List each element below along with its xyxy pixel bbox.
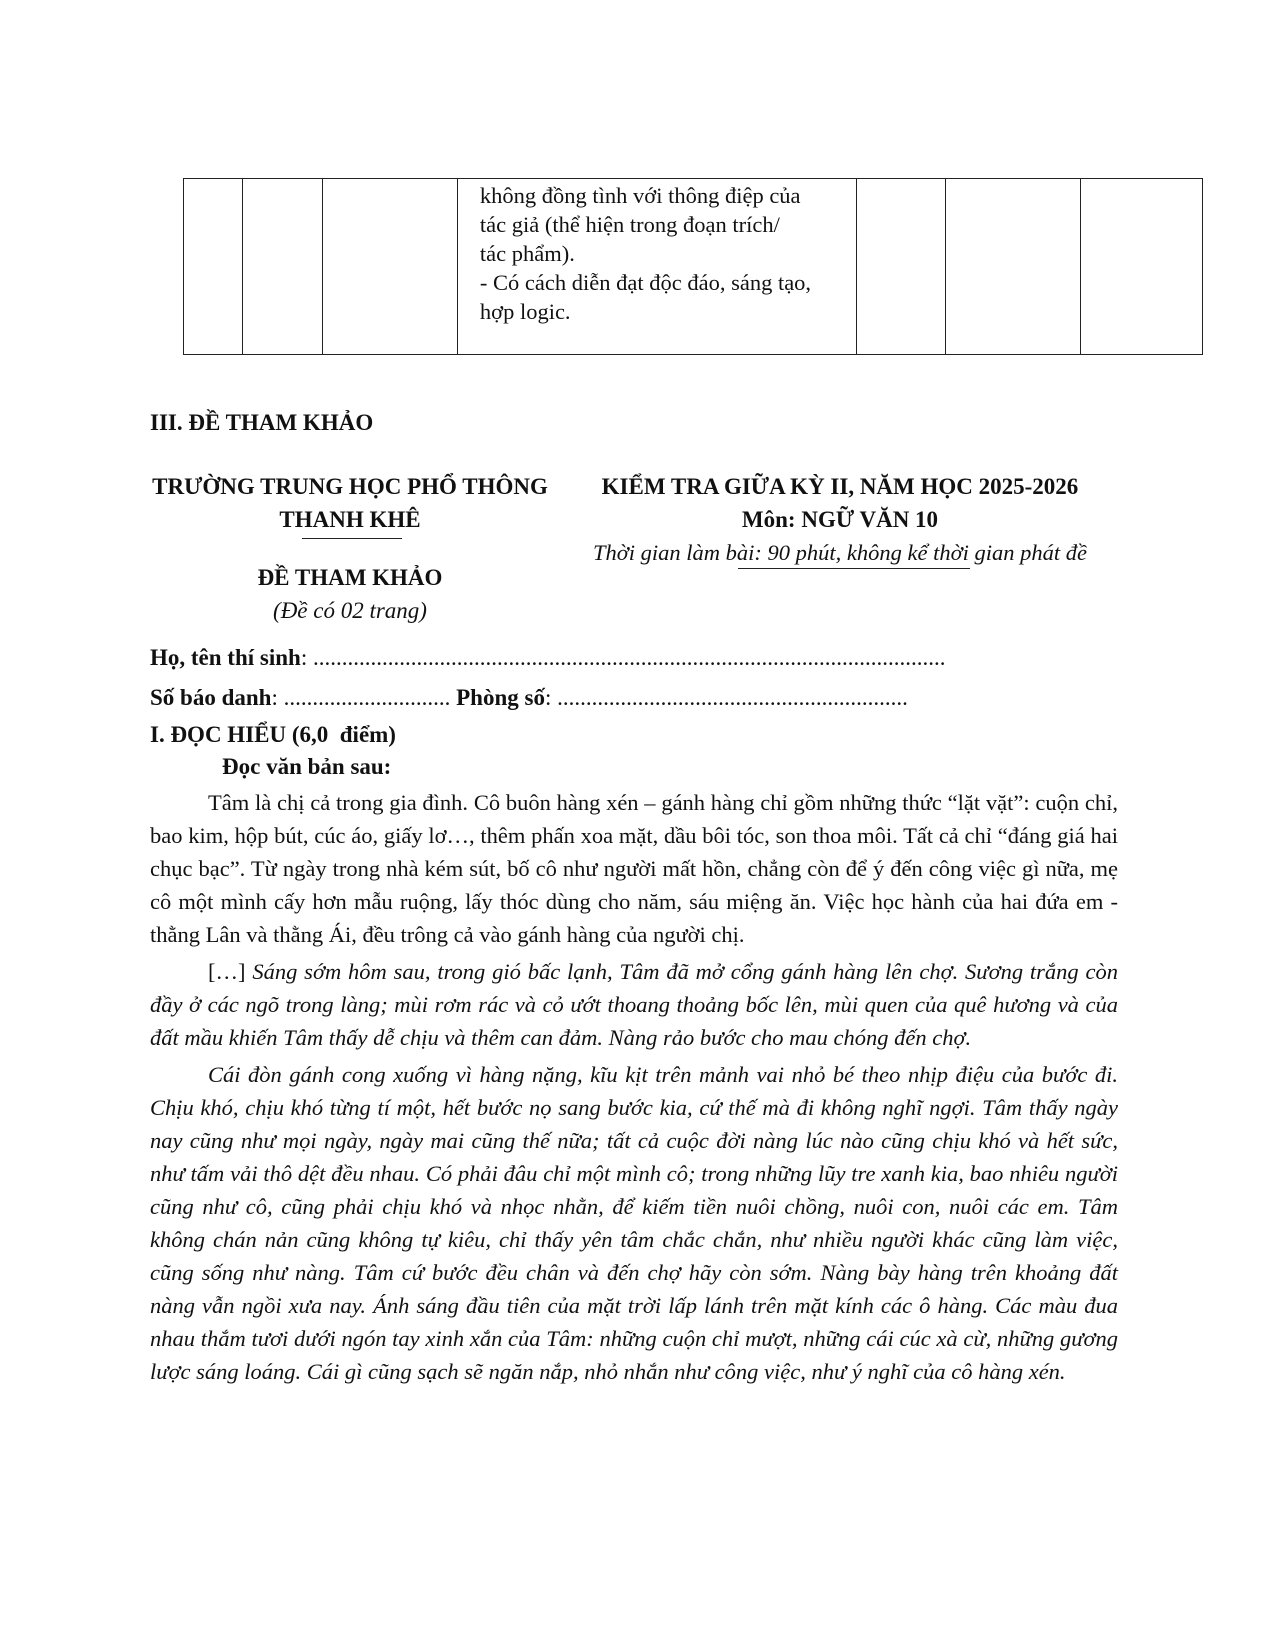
ellipsis-mark: […]: [208, 959, 246, 984]
criteria-line: tác giả (thể hiện trong đoạn trích/: [479, 212, 780, 237]
table-cell: [857, 179, 946, 355]
exam-info-block: [560, 470, 1120, 569]
room-label: Phòng số: [456, 685, 545, 710]
candidate-name-line: [150, 645, 945, 671]
time-note: Thời gian làm bài: 90 phút, không kể thời gian phát đề: [593, 540, 1087, 565]
passage-paragraph-2: [150, 955, 1118, 1054]
reading-section-heading: I. ĐỌC HIỂU (6,0 điểm): [150, 722, 396, 747]
table-cell-criteria: [457, 179, 856, 355]
passage-paragraph-3: Cái đòn gánh cong xuống vì hàng nặng, kĩu kịt trên mảnh vai nhỏ bé theo nhịp điệu của bước đi. Chịu khó, chịu khó từng tí một, hết bước nọ sang bước kia, cứ thế mà đi không nghĩ ngợi. Tâm thấy ngày nay cũng như mọi ngày, ngày mai cũng thế nữa; tất cả cuộc đời nàng lúc nào cũng chịu khó và hết sức, như tấm vải thô dệt đều nhau. Có phải đâu chỉ một mình cô; trong những lũy tre xanh kia, bao nhiêu người cũng như cô, cũng phải chịu khó và nhọc nhằn, để kiếm tiền nuôi chồng, nuôi con, nuôi các em. Tâm không chán nản cũng không tự kiêu, chỉ thấy yên tâm chắc chắn, như nhiều người khác cũng làm việc, cũng sống như nàng. Tâm cứ bước đều chân và đến chợ hãy còn sớm. Nàng bày hàng trên khoảng đất nàng vẫn ngồi xưa nay. Ánh sáng đầu tiên của mặt trời lấp lánh trên mặt kính các ô hàng. Các màu đua nhau thắm tươi dưới ngón tay xinh xắn của Tâm: những cuộn chỉ mượt, những cái cúc xà cừ, những gương lược sáng loáng. Cái gì cũng sạch sẽ ngăn nắp, nhỏ nhắn như công việc, như ý nghĩ của cô hàng xén.: [150, 1062, 1118, 1384]
page-count-note: (Đề có 02 trang): [273, 598, 427, 623]
school-block: [130, 470, 570, 536]
passage-paragraph-2-text: Sáng sớm hôm sau, trong gió bấc lạnh, Tâm đã mở cổng gánh hàng lên chợ. Sương trắng còn đầy ở các ngõ trong làng; mùi rơm rác và cỏ ướt thoang thoảng bốc lên, mùi quen của quê hương và của đất mầu khiến Tâm thấy dễ chịu và thêm can đảm. Nàng rảo bước cho mau chóng đến chợ.: [150, 959, 1118, 1050]
criteria-line: không đồng tình với thông điệp của: [479, 183, 801, 208]
candidate-name-dots: : ..............................................................................................................: [300, 645, 946, 670]
reading-instruction: Đọc văn bản sau:: [222, 754, 392, 779]
doc-type-label: ĐỀ THAM KHẢO: [257, 565, 443, 590]
school-name-line2: THANH KHÊ: [279, 507, 421, 532]
criteria-line: - Có cách diễn đạt độc đáo, sáng tạo,: [479, 270, 812, 295]
table-cell: [1080, 179, 1202, 355]
table-cell: [242, 179, 323, 355]
room-dots: : .............................................................: [544, 685, 908, 710]
candidate-id-label: Số báo danh: [150, 685, 272, 710]
criteria-line: tác phẩm).: [479, 241, 575, 266]
subject-line: Môn: NGỮ VĂN 10: [741, 507, 939, 532]
candidate-id-dots: : .............................: [271, 685, 457, 710]
table-cell: [184, 179, 243, 355]
table-cell: [323, 179, 457, 355]
section-heading: III. ĐỀ THAM KHẢO: [150, 410, 374, 435]
candidate-name-label: Họ, tên thí sinh: [150, 645, 301, 670]
table-row: [184, 179, 1203, 355]
candidate-id-line: [150, 685, 908, 711]
table-cell: [946, 179, 1080, 355]
criteria-line: hợp logic.: [479, 299, 571, 324]
exam-title: KIỂM TRA GIỮA KỲ II, NĂM HỌC 2025-2026: [601, 474, 1079, 499]
rubric-table-continuation: [183, 178, 1203, 355]
school-name-line1: TRƯỜNG TRUNG HỌC PHỔ THÔNG: [152, 474, 548, 499]
passage-paragraph-1: Tâm là chị cả trong gia đình. Cô buôn hàng xén – gánh hàng chỉ gồm những thức “lặt vặt”: cuộn chỉ, bao kim, hộp bút, cúc áo, giấy lơ…, thêm phấn xoa mặt, dầu bôi tóc, son thoa môi. Tất cả chỉ “đáng giá hai chục bạc”. Từ ngày trong nhà kém sút, bố cô như người mất hồn, chẳng còn để ý đến công việc gì nữa, mẹ cô một mình cấy hơn mẫu ruộng, lấy thóc dùng cho năm, sáu miệng ăn. Việc học hành của hai đứa em - thằng Lân và thằng Ái, đều trông cả vào gánh hàng của người chị.: [150, 790, 1118, 947]
divider-rule: [302, 538, 402, 539]
divider-rule: [738, 568, 970, 569]
reading-passage: [150, 786, 1118, 1388]
